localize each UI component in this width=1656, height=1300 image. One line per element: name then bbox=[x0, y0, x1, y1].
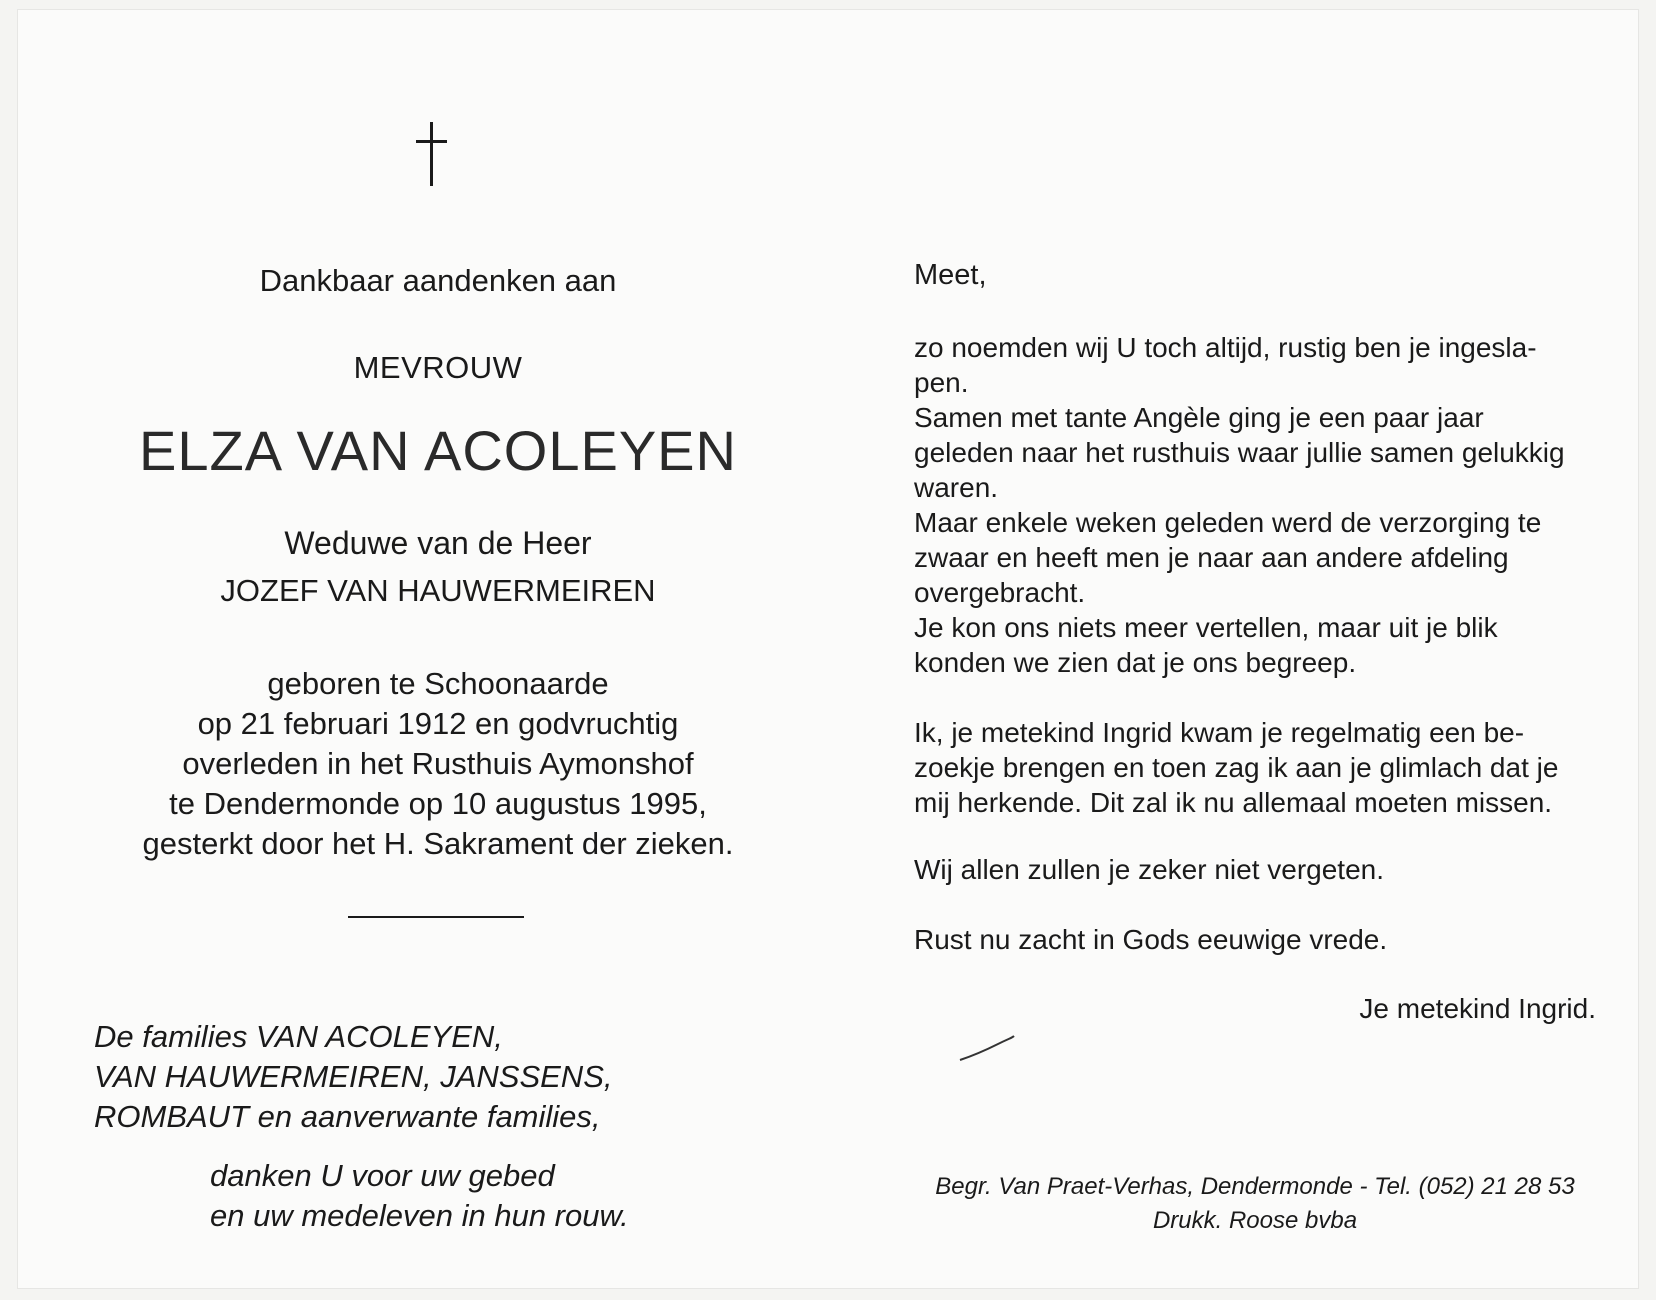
families-text bbox=[94, 1017, 612, 1137]
bio-line: te Dendermonde op 10 augustus 1995, bbox=[169, 786, 707, 821]
signature-text: Je metekind Ingrid. bbox=[1359, 993, 1596, 1024]
text-line: Ik, je metekind Ingrid kwam je regelmatig een be- bbox=[914, 717, 1525, 748]
text-line: Samen met tante Angèle ging je een paar jaar bbox=[914, 402, 1484, 433]
greeting: Meet, bbox=[914, 259, 987, 291]
text-line: zoekje brengen en toen zag ik aan je glimlach dat je bbox=[914, 752, 1559, 783]
paragraph-4: Rust nu zacht in Gods eeuwige vrede. bbox=[914, 924, 1388, 955]
biography bbox=[18, 664, 858, 864]
bio-line: geboren te Schoonaarde bbox=[267, 666, 609, 701]
text-line: zwaar en heeft men je naar aan andere afdeling bbox=[914, 542, 1509, 573]
imprint-line: Drukk. Roose bvba bbox=[1152, 1207, 1358, 1234]
printer-imprint bbox=[914, 1170, 1596, 1238]
memorial-card bbox=[18, 10, 1638, 1288]
left-panel bbox=[18, 10, 858, 1288]
bio-line: op 21 februari 1912 en godvruchtig bbox=[197, 706, 679, 741]
imprint-line: Begr. Van Praet-Verhas, Dendermonde - Tel. (052) 21 28 53 bbox=[935, 1173, 1575, 1200]
text-line: mij herkende. Dit zal ik nu allemaal moeten missen. bbox=[914, 787, 1553, 818]
families-line: ROMBAUT en aanverwante families, bbox=[94, 1099, 601, 1134]
text-line: overgebracht. bbox=[914, 577, 1086, 608]
text-line: Je kon ons niets meer vertellen, maar uit je blik bbox=[914, 612, 1498, 643]
bio-line: gesterkt door het H. Sakrament der zieken. bbox=[142, 826, 734, 861]
thanks-text bbox=[210, 1156, 629, 1236]
widow-of-text: Weduwe van de Heer bbox=[284, 525, 592, 561]
intro-text: Dankbaar aandenken aan bbox=[259, 263, 617, 298]
families-line: De families VAN ACOLEYEN, bbox=[94, 1019, 503, 1054]
cross-icon bbox=[414, 122, 450, 186]
text-line: zo noemden wij U toch altijd, rustig ben je ingesla- bbox=[914, 332, 1537, 363]
paragraph-2 bbox=[914, 715, 1596, 820]
husband-name: JOZEF VAN HAUWERMEIREN bbox=[220, 573, 656, 608]
pen-mark-icon bbox=[958, 1034, 1018, 1064]
families-line: VAN HAUWERMEIREN, JANSSENS, bbox=[94, 1059, 613, 1094]
text-line: geleden naar het rusthuis waar jullie samen gelukkig bbox=[914, 437, 1565, 468]
bio-line: overleden in het Rusthuis Aymonshof bbox=[182, 746, 694, 781]
thanks-line: danken U voor uw gebed bbox=[210, 1158, 555, 1193]
text-line: waren. bbox=[914, 472, 999, 503]
paragraph-3: Wij allen zullen je zeker niet vergeten. bbox=[914, 854, 1385, 885]
title-text: MEVROUW bbox=[353, 350, 523, 385]
right-panel bbox=[914, 10, 1596, 1288]
divider bbox=[348, 916, 524, 918]
thanks-line: en uw medeleven in hun rouw. bbox=[210, 1198, 629, 1233]
deceased-name: ELZA VAN ACOLEYEN bbox=[139, 419, 737, 482]
paragraph-1 bbox=[914, 330, 1596, 680]
text-line: konden we zien dat je ons begreep. bbox=[914, 647, 1357, 678]
text-line: pen. bbox=[914, 367, 969, 398]
text-line: Maar enkele weken geleden werd de verzorging te bbox=[914, 507, 1542, 538]
